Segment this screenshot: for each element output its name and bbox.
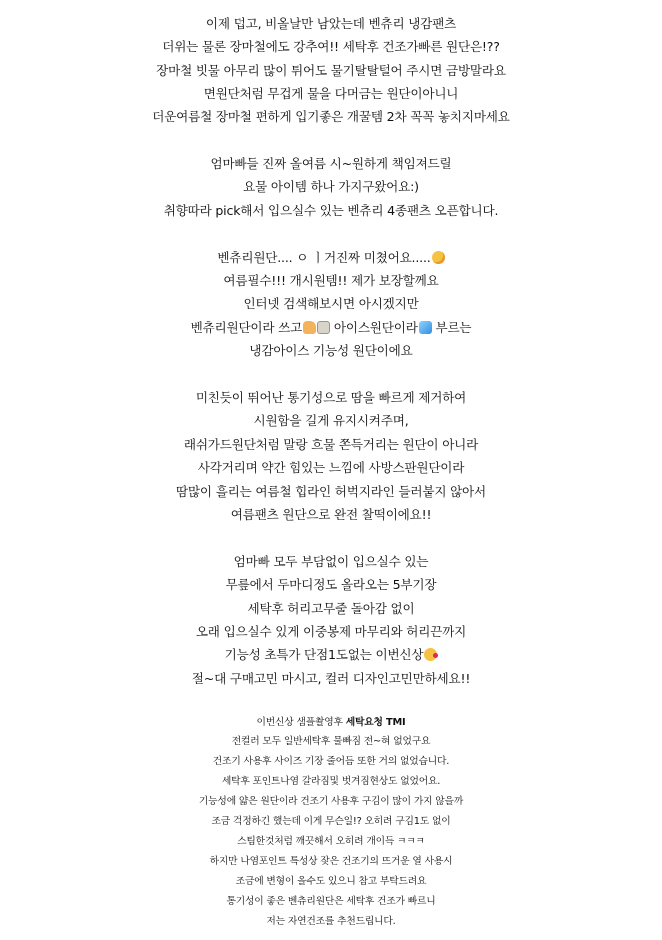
text-line: 세탁후 허리고무줄 돌아감 없이 — [247, 601, 415, 616]
text-line: 오래 입으실수 있게 이중봉제 마무리와 허리끈까지 — [195, 624, 467, 639]
writing-hand-icon — [303, 321, 316, 334]
text-line: 스팀한것처럼 깨끗해서 오히려 개이득 ㅋㅋㅋ — [237, 836, 425, 847]
ice-cube-icon — [419, 321, 432, 334]
text-line: 이제 덥고, 비올날만 남았는데 벤츄리 냉감팬츠 — [205, 16, 457, 31]
text-line: 사각거리며 약간 힘있는 느낌에 사방스판원단이라 — [197, 460, 465, 475]
text-line: 인터넷 검색해보시면 아시겠지만 — [243, 296, 419, 311]
text-line: 미친듯이 뛰어난 통기성으로 땀을 빠르게 제거하여 — [195, 390, 467, 405]
text-segment: 아이스원단이라 — [330, 320, 418, 335]
text-line: 더위는 물론 장마철에도 강추여!! 세탁후 건조가빠른 원단은!?? — [162, 39, 500, 54]
text-line: 기능성에 얇은 원단이라 건조기 사용후 구김이 많이 가지 않을까 — [198, 796, 464, 807]
text-line: 조금에 변형이 올수도 있으니 참고 부탁드려요 — [235, 876, 427, 887]
text-segment: 벤츄리원단.... ㅇ ㅣ거진짜 미쳤어요..... — [217, 250, 431, 265]
text-line: 요물 아이템 하나 가지구왔어요:) — [243, 179, 419, 194]
face-blowing-kiss-icon — [424, 648, 437, 661]
text-line: 취향따라 pick해서 입으실수 있는 벤츄리 4종팬츠 오픈합니다. — [163, 203, 499, 218]
text-line: 더운여름철 장마철 편하게 입기좋은 개꿀템 2차 꼭꼭 놓치지마세요 — [152, 109, 510, 124]
text-line: 시원함을 길게 유지시켜주며, — [253, 413, 409, 428]
text-segment-bold: 세탁요청 TMI — [345, 717, 406, 728]
text-line: 래쉬가드원단처럼 말랑 흐물 쫀득거리는 원단이 아니라 — [183, 437, 479, 452]
text-line: 전컬러 모두 일반세탁후 물빠짐 전~혀 없었구요 — [231, 736, 431, 747]
text-line: 여름필수!!! 개시원템!! 제가 보장할께요 — [223, 273, 439, 288]
text-line: 세탁후 포인트나염 갈라짐및 벗겨짐현상도 없었어요. — [221, 776, 441, 787]
text-line: 무릎에서 두마디정도 올라오는 5부기장 — [225, 577, 437, 592]
text-line — [0, 250, 662, 266]
text-line — [0, 320, 662, 336]
framed-picture-icon — [317, 321, 330, 334]
text-line: 엄마빠들 진짜 올여름 시~원하게 책임져드릴 — [210, 156, 452, 171]
text-line: 건조기 사용후 사이즈 기장 줄어듬 또한 거의 없었습니다. — [212, 756, 450, 767]
text-line: 엄마빠 모두 부담없이 입으실수 있는 — [233, 554, 429, 569]
text-line: 장마철 빗물 아무리 많이 튀어도 물기탈탈털어 주시면 금방말라요 — [156, 63, 506, 78]
text-segment: 이번신상 샘플촬영후 — [256, 717, 346, 728]
text-segment: 기능성 초특가 단점1도없는 이번신상 — [224, 647, 424, 662]
text-segment: 부르는 — [431, 320, 472, 335]
text-line: 땀많이 흘리는 여름철 힙라인 허벅지라인 들러붙지 않아서 — [176, 484, 486, 499]
text-line: 조금 걱정하긴 했는데 이게 무슨일!? 오히려 구김1도 없이 — [211, 816, 451, 827]
text-line: 절~대 구매고민 마시고, 컬러 디자인고민만하세요!! — [191, 671, 471, 686]
smiling-face-icon — [432, 251, 445, 264]
text-line: 면원단처럼 무겁게 물을 다머금는 원단이아니니 — [203, 86, 459, 101]
text-segment: 벤츄리원단이라 쓰고 — [190, 320, 303, 335]
text-line: 하지만 나염포인트 특성상 잦은 건조기의 뜨거운 열 사용시 — [209, 856, 453, 867]
text-line: 여름팬츠 원단으로 완전 찰떡이에요!! — [230, 507, 432, 522]
text-line: 통기성이 좋은 벤츄리원단은 세탁후 건조가 빠르니 — [226, 896, 436, 907]
tmi-heading — [0, 716, 662, 729]
text-line — [0, 647, 662, 663]
text-line: 냉감아이스 기능성 원단이에요 — [249, 343, 413, 358]
text-line: 저는 자연건조를 추천드립니다. — [266, 916, 396, 927]
